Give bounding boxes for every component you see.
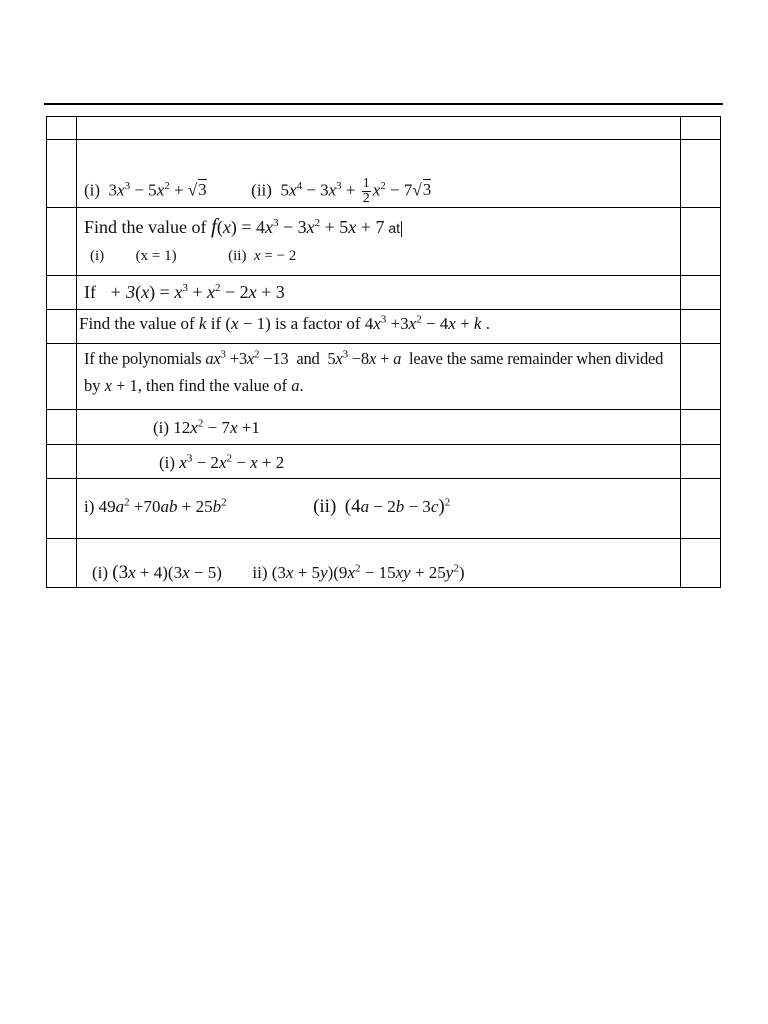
question-same-remainder-line1 bbox=[84, 349, 663, 369]
question-text: + 1, then find the value of bbox=[111, 376, 292, 395]
expr-var: xy bbox=[395, 563, 411, 582]
expr-term: − 4 bbox=[421, 314, 449, 333]
expr-term: (4 bbox=[344, 496, 361, 517]
question-same-remainder-line2 bbox=[84, 376, 304, 396]
expr-var: ax bbox=[205, 349, 221, 368]
expr-term: −8 bbox=[347, 349, 369, 368]
question-factor-k bbox=[79, 314, 490, 334]
expr-var: x bbox=[408, 314, 417, 333]
expr-var: + 3 bbox=[105, 282, 136, 302]
expr-var: x bbox=[368, 349, 377, 368]
expr-var: x bbox=[174, 282, 183, 302]
row-line bbox=[46, 207, 721, 208]
expr-var: f bbox=[210, 214, 217, 238]
expr-exp: 3 bbox=[186, 452, 193, 465]
table-col-divider-1 bbox=[76, 116, 77, 588]
fraction-denominator: 2 bbox=[362, 191, 370, 206]
expr-term: − bbox=[231, 453, 251, 472]
expr-term: + 25 bbox=[410, 563, 446, 582]
expr-term: ) bbox=[438, 496, 445, 517]
expr-var: ab bbox=[160, 497, 178, 516]
expr-var: k bbox=[473, 314, 482, 333]
fraction bbox=[362, 177, 371, 206]
expr-var: c bbox=[430, 497, 439, 516]
table-left-border bbox=[46, 116, 47, 588]
expr-term: + 3 bbox=[256, 282, 285, 302]
expr-exp: 2 bbox=[226, 452, 232, 465]
row-line bbox=[46, 478, 721, 479]
sqrt-radicand: 3 bbox=[422, 180, 432, 200]
expr-exp: 2 bbox=[221, 496, 227, 509]
expr-var: x bbox=[248, 282, 257, 302]
question-text: − 1) is a factor of bbox=[238, 314, 365, 333]
expr-var: y bbox=[445, 563, 454, 582]
question-text: leave the same remainder when divided bbox=[401, 349, 664, 368]
expr-var: x bbox=[373, 314, 381, 333]
part-label: (i) bbox=[84, 180, 101, 200]
question-polynomial-p bbox=[84, 282, 285, 302]
expr-var: x bbox=[218, 453, 227, 472]
row-line bbox=[46, 139, 721, 140]
expr-term: )(9 bbox=[327, 563, 348, 582]
row-line bbox=[46, 538, 721, 539]
expr-term: − 3 bbox=[278, 217, 307, 237]
question-expand-products bbox=[92, 563, 464, 583]
text-cursor bbox=[401, 221, 402, 237]
expr-term: −13 and 5 bbox=[259, 349, 336, 368]
expr-term: = 4 bbox=[236, 217, 265, 237]
row-line bbox=[46, 343, 721, 344]
expr-term: − 15 bbox=[360, 563, 396, 582]
expr-exp: 2 bbox=[314, 217, 321, 229]
expr-exp: 3 bbox=[182, 282, 188, 294]
expr-term: − 2 bbox=[369, 497, 396, 516]
expr-term: = − 2 bbox=[260, 248, 297, 264]
expr-exp: 2 bbox=[197, 417, 204, 430]
expr-var: b bbox=[395, 497, 405, 516]
part-expression: (x = 1) bbox=[135, 248, 177, 264]
question-expression-pair bbox=[84, 177, 431, 206]
question-text: . bbox=[299, 376, 304, 395]
expr-term: ) bbox=[230, 217, 237, 237]
part-label: (i) bbox=[92, 563, 113, 582]
expr-term: − 2 bbox=[220, 282, 249, 302]
expr-var: x bbox=[335, 349, 343, 368]
part-label: ii) bbox=[252, 563, 272, 582]
row-line bbox=[46, 309, 721, 310]
expr-var: x bbox=[117, 180, 125, 200]
expr-exp: 3 bbox=[380, 313, 387, 326]
expr-var: x bbox=[288, 180, 297, 200]
row-line bbox=[46, 444, 721, 445]
question-text: If bbox=[84, 282, 101, 302]
expr-var: x bbox=[250, 453, 258, 472]
expr-term: ( bbox=[135, 282, 142, 302]
question-text: Find the value of bbox=[79, 314, 199, 333]
expr-var: x bbox=[306, 217, 315, 237]
expr-exp: 2 bbox=[164, 179, 170, 192]
expr-var: x bbox=[128, 563, 136, 582]
expr-var: a bbox=[291, 376, 300, 395]
expr-var: x bbox=[253, 248, 261, 264]
expr-term: 3 bbox=[108, 180, 118, 200]
expr-exp: 2 bbox=[254, 348, 260, 361]
expr-term: . bbox=[481, 314, 490, 333]
expr-exp: 2 bbox=[380, 179, 386, 192]
expr-var: x bbox=[104, 376, 112, 395]
expr-var: x bbox=[156, 180, 165, 200]
expr-term: − 7 bbox=[203, 418, 230, 437]
expr-var: x bbox=[347, 563, 355, 582]
expr-term: (i) bbox=[159, 453, 180, 472]
row-line bbox=[46, 275, 721, 276]
question-factorise-cubic bbox=[159, 453, 284, 473]
expr-var: x bbox=[264, 217, 273, 237]
expr-term: + bbox=[376, 349, 394, 368]
expr-term: +1 bbox=[237, 418, 260, 437]
part-label: (ii) bbox=[228, 248, 247, 264]
expr-exp: 3 bbox=[342, 348, 348, 361]
sqrt-sign: √ bbox=[187, 180, 198, 200]
expr-term: + bbox=[341, 180, 360, 200]
expr-term: − 2 bbox=[192, 453, 219, 472]
expr-term: +3 bbox=[386, 314, 409, 333]
expr-term: + 4)(3 bbox=[135, 563, 183, 582]
expr-term: (i) 12 bbox=[153, 418, 191, 437]
expr-term: + 5 bbox=[293, 563, 321, 582]
expr-term: 4 bbox=[364, 314, 374, 333]
question-subparts bbox=[90, 246, 296, 266]
expr-term: + 25 bbox=[177, 497, 213, 516]
table-right-border bbox=[720, 116, 721, 588]
expr-term: i) 49 bbox=[84, 497, 116, 516]
expr-var: x bbox=[141, 282, 150, 302]
expr-exp: 2 bbox=[124, 496, 130, 509]
expr-exp: 2 bbox=[354, 562, 361, 575]
expr-exp: 2 bbox=[416, 313, 422, 326]
question-find-value bbox=[84, 216, 402, 238]
expr-term: + bbox=[187, 282, 207, 302]
question-text: by bbox=[84, 376, 105, 395]
expr-var: k bbox=[198, 314, 207, 333]
expr-exp: 2 bbox=[214, 282, 221, 294]
expr-exp: 3 bbox=[220, 348, 226, 361]
expr-term: 5 bbox=[280, 180, 289, 200]
question-text: at bbox=[384, 220, 401, 236]
expr-exp: 3 bbox=[336, 179, 342, 192]
expr-term: + 5 bbox=[320, 217, 349, 237]
sqrt-sign: √ bbox=[412, 180, 422, 200]
expr-var: x bbox=[372, 180, 381, 200]
top-rule bbox=[44, 103, 723, 105]
fraction-numerator: 1 bbox=[362, 176, 370, 191]
expr-var: x bbox=[246, 349, 255, 368]
table-col-divider-2 bbox=[680, 116, 681, 588]
expr-var: a bbox=[360, 497, 370, 516]
expr-term: +70 bbox=[129, 497, 161, 516]
expr-var: x bbox=[348, 217, 357, 237]
expr-var: x bbox=[206, 282, 215, 302]
expr-term: − 3 bbox=[302, 180, 329, 200]
question-text: If the polynomials bbox=[84, 349, 206, 368]
expr-term: +3 bbox=[225, 349, 247, 368]
expr-var: x bbox=[222, 217, 231, 237]
expr-term: + bbox=[455, 314, 474, 333]
question-text: if ( bbox=[206, 314, 232, 333]
expr-var: x bbox=[190, 418, 198, 437]
expr-var: x bbox=[179, 453, 187, 472]
expr-var: x bbox=[231, 314, 239, 333]
expr-term: + bbox=[169, 180, 188, 200]
expr-exp: 4 bbox=[296, 179, 302, 192]
expr-term: ) bbox=[458, 563, 465, 582]
expr-var: b bbox=[212, 497, 222, 516]
expr-term: = bbox=[155, 282, 175, 302]
part-label: (ii) bbox=[251, 180, 272, 200]
expr-term: − 7 bbox=[385, 180, 413, 200]
expr-var: x bbox=[448, 314, 456, 333]
expr-term: ( bbox=[216, 217, 223, 237]
question-square-expressions bbox=[84, 497, 450, 517]
expr-term: + 2 bbox=[257, 453, 285, 472]
expr-exp: 2 bbox=[453, 562, 459, 575]
expr-term: ) bbox=[149, 282, 156, 302]
row-line bbox=[46, 587, 721, 588]
question-factorise-quadratic bbox=[153, 418, 260, 438]
sqrt-radicand: 3 bbox=[198, 180, 207, 200]
row-line bbox=[46, 409, 721, 410]
expr-term: + 7 bbox=[356, 217, 385, 237]
expr-var: x bbox=[182, 563, 190, 582]
expr-exp: 2 bbox=[444, 496, 451, 509]
expr-term: (3 bbox=[112, 562, 129, 583]
expr-exp: 3 bbox=[124, 179, 131, 192]
part-label: (ii) bbox=[313, 496, 337, 517]
row-line bbox=[46, 116, 721, 117]
expr-exp: 3 bbox=[272, 217, 279, 229]
question-text: Find the value of bbox=[84, 217, 211, 237]
expr-var: x bbox=[229, 418, 238, 437]
part-label: (i) bbox=[90, 248, 105, 264]
expr-term: − 5) bbox=[189, 563, 222, 582]
expr-term: − 5 bbox=[130, 180, 157, 200]
expr-var: x bbox=[285, 563, 294, 582]
expr-var: a bbox=[393, 349, 402, 368]
expr-var: a bbox=[115, 497, 125, 516]
expr-term: (3 bbox=[271, 563, 286, 582]
expr-term: − 3 bbox=[404, 497, 431, 516]
expr-var: y bbox=[320, 563, 328, 582]
expr-var: x bbox=[328, 180, 337, 200]
